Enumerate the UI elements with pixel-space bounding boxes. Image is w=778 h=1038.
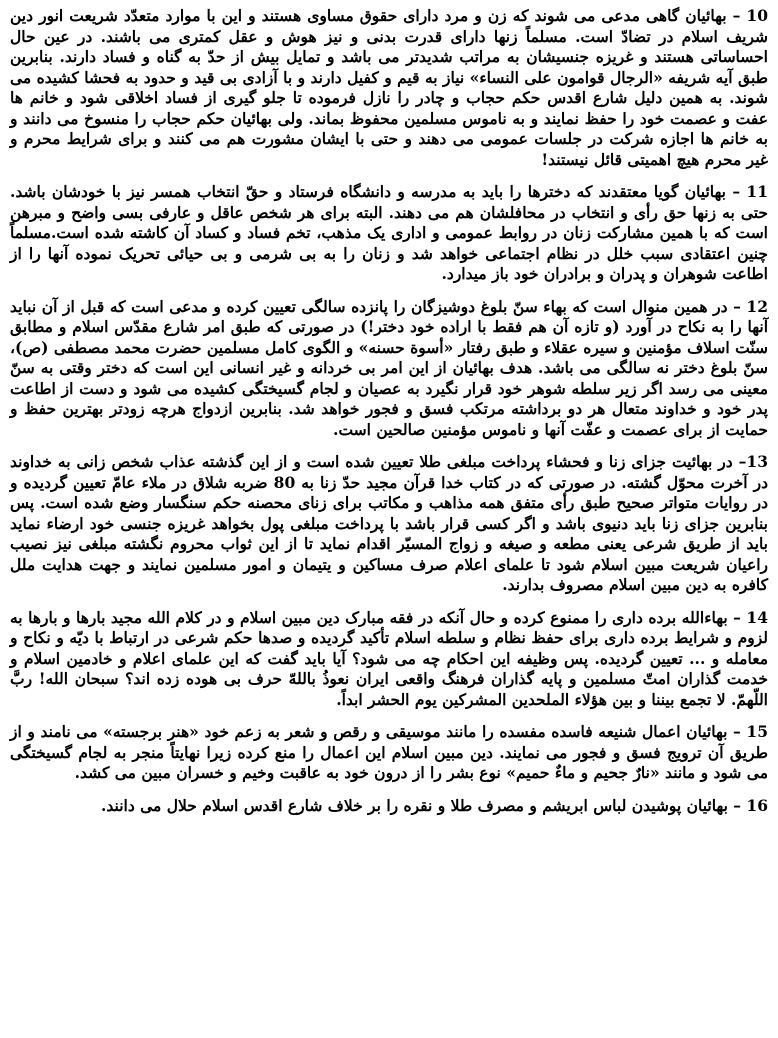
- paragraph-14: 14 – بهاءالله برده داری را ممنوع کرده و حال آنکه در فقه مبارک دین مبین اسلام و در کلام الله مجید بارها و بارها به لزوم و شرایط برده داری برای حفظ نظام و سلطه اسلام تأکید گردیده و صدها حکم شرعی در ارتباط با دیّه و نکاح و معامله و ... تعیین گردیده. پس وظیفه این احکام چه می شود؟ آیا باید گفت که این علمای اعلام و خادمین اسلام و خدمت گذاران امتّ مسلمین و پایه گذاران فرهنگ واقعی ایران نعوذُ باللهّ حرف بی هوده زده اند؟ سبحان الله! ربَّ اللّهمّ. لا تجمع بیننا و بین هؤلاء الملحدین المشرکین یوم الحشر ابداً.: [10, 607, 768, 709]
- paragraph-15: 15 – بهائیان اعمال شنیعه فاسده مفسده را مانند موسیقی و رقص و شعر به زعم خود «هنر برجسته» می نامند و از طریق آن ترویج فسق و فجور می نمایند. دین مبین اسلام این اعمال را منع کرده زیرا نهایتاً منجر به لجام گسیختگی می شود و مانند «نارٌ جحیم و ماءٌ حمیم» نوع بشر را از درون خود به عاقبت وخیم و خسران مبین می کشد.: [10, 722, 768, 782]
- paragraph-13: 13– در بهائیت جزای زنا و فحشاء پرداخت مبلغی طلا تعیین شده است و از این گذشته عذاب شخص زانی به خداوند در آخرت محوّل گشته. در صورتی که در کتاب خدا قرآن مجید حدّ زنا به 80 ضربه شلاق در ملاء عامّ تعیین گردیده و در روایات متواتر صحیح طبق رأی متفق همه مذاهب و مکاتب برای زنای محصنه حکم سنگسار وضع شده است. پس بنابرین جزای زنا باید دنیوی باشد و اگر کسی قرار باشد با پرداخت مبلغی پول بخواهد غریزه جنسی خود ارضاء نماید باید از طریق شرعی یعنی مطعه و صیغه و زواج المسیّر اقدام نماید تا از این ثواب محروم نگشته مبلغی نیز نصیب راعیان شریعت مبین اسلام شود تا علمای اعلام صرف مساکین و یتیمان و امور مسلمین نمایند و جهت هدایت ملل کافره به دین مبین اسلام مصروف بدارند.: [10, 452, 768, 594]
- paragraph-16: 16 – بهائیان پوشیدن لباس ابریشم و مصرف طلا و نقره را بر خلاف شارع اقدس اسلام حلال می دانند.: [100, 795, 768, 815]
- paragraph-10: 10 – بهائیان گاهی مدعی می شوند که زن و مرد دارای حقوق مساوی هستند و این با موارد متعدّد شریعت انور دین شریف اسلام در تضادّ است. مسلماً زنها دارای قدرت بدنی و نیز هوش و عقل کمتری می باشند. در عین حال احساساتی هستند و غریزه جنسیشان به مراتب شدیدتر می باشد و تمایل بیش از حدّ به گناه و فساد دارند. بنابرین طبق آیه شریفه «الرجال قوامون علی النساء» نیاز به قیم و کفیل دارند و با آزادی بی قید و حدود به فحشا کشیده می شوند. به همین دلیل شارع اقدس حکم حجاب و چادر را نازل فرموده تا جلو گیری از فساد اخلاقی شود و خانم ها عفت و عصمت خود را حفظ نمایند و به ناموس مسلمین محفوظ بماند. ولی بهائیان حکم حجاب را منسوخ می دانند و به خانم ها اجازه شرکت در جلسات عمومی می دهند و حتی با ایشان مشورت هم می کنند و برای شرایط محرم و غیر محرم هیچ اهمیتی قائل نیستند!: [10, 6, 768, 169]
- paragraph-11: 11 – بهائیان گویا معتقدند که دخترها را باید به مدرسه و دانشگاه فرستاد و حقّ انتخاب همسر نیز با خودشان باشد. حتی به زنها حق رأی و انتخاب در محافلشان هم می دهند. البته برای هر شخص عاقل و عارفی بسی واضح و مبرهن است که با همین مشارکت زنان در روابط عمومی و اداری یک مذهب، تخم فساد و کساد آن کاشته شده است.مسلماً چنین اعتقادی سبب خلل در نظام اجتماعی خواهد شد و زنان را به بی شرمی و بی حیائی تحریک نموده آنها را از اطاعت شوهران و پدران و برادران خود باز میدارد.: [10, 182, 769, 283]
- paragraph-12: 12 – در همین منوال است که بهاء سنّ بلوغ دوشیزگان را پانزده سالگی تعیین کرده و مدعی است که قبل از آن نباید آنها را به نکاح در آورد (و تازه آن هم فقط با اراده خود دختر!) در صورتی که طبق امر شارع مقدّس اسلام و مطابق سنّت اسلاف مؤمنین و سیره عقلاء و طبق رفتار «أسوة حسنه» و الگوی کامل مسلمین حضرت محمد مصطفی (ص)، سنّ بلوغ دختر نه سالگی می باشد. هدف بهائیان از این امر بی خردانه و غیر انسانی این است که دختر وقتی به سنّ معینی می رسد اگر زیر سلطه شوهر خود قرار نگیرد به عصیان و لجام گسیختگی کشیده می شود و دست از اطاعت پدر خود و خداوند متعال هر دو برداشته مرتکب فسق و فجور خواهد شد. بنابرین ازدواج هرچه زودتر بهترین حفظ و حمایت از برای عصمت و عفّت آنها و ناموس مؤمنین صالحین است.: [10, 296, 768, 439]
